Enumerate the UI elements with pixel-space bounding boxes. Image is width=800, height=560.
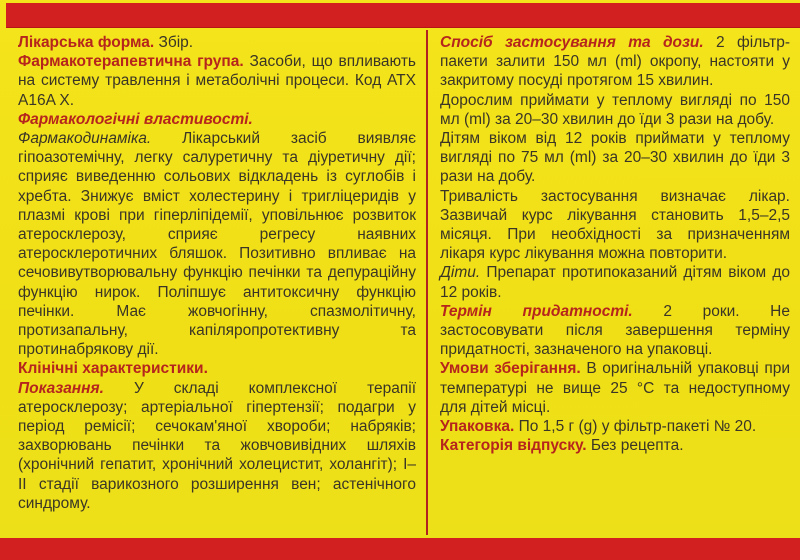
children-text: Препарат протипоказаний дітям віком до 12 років.: [440, 264, 790, 301]
clinical-characteristics-paragraph: [18, 359, 416, 378]
pharmacodynamics-text: Лікарський засіб виявляє гіпоазотемічну, легку салуретичну та діуретичну дії; сприяє виведенню сольових відкладень із суглобів і хребта. Знижує вміст холестерину і тригліцеридів у плазмі крові при гіперліпідемії, уповільнює розвиток атеросклерозу, сприяє регресу наявних атеросклеротичних бляшок. Позитивно впливає на сечовивутворювальну функцію печінки та депураційну функцію нирок. Поліпшує антитоксичну функцію печінки. Має жовчогінну, спазмолітичну, протизапальну, капіляропротективну та протинабрякову дії.: [18, 130, 417, 359]
child12-dosage-text: Дітям віком від 12 років приймати у теплому вигляді по 75 мл (ml) за 20–30 хвилин до їди 3 рази на добу.: [440, 130, 790, 186]
dosage-paragraph: [440, 33, 790, 91]
storage-heading: Умови зберігання.: [440, 360, 581, 378]
children-heading: Діти.: [440, 264, 481, 282]
shelf-life-heading: Термін придатності.: [440, 302, 633, 320]
packaging-text: По 1,5 г (g) у фільтр-пакеті № 20.: [518, 418, 757, 436]
dispensing-category-text: Без рецепта.: [590, 437, 684, 455]
bottom-red-stripe: [0, 538, 800, 560]
child12-dosage-paragraph: [440, 129, 790, 187]
dispensing-category-heading: Категорія відпуску.: [440, 437, 587, 455]
clinical-characteristics-heading: Клінічні характеристики.: [18, 360, 208, 378]
storage-text: В оригінальній упаковці при температурі не вище 25 °С та недоступному для дітей місці.: [440, 360, 790, 416]
pharm-properties-heading: Фармакологічні властивості.: [18, 110, 253, 128]
indications-heading: Показання.: [18, 379, 104, 397]
storage-paragraph: [440, 359, 790, 417]
packaging-heading: Упаковка.: [440, 418, 515, 436]
indications-paragraph: [18, 379, 416, 513]
adult-dosage-text: Дорослим приймати у теплому вигляді по 150 мл (ml) за 20–30 хвилин до їди 3 рази на добу.: [440, 91, 790, 128]
pharm-group-paragraph: [18, 52, 416, 110]
indications-text: У складі комплексної терапії атеросклерозу; артеріальної гіпертензії; подагри у період ремісії; сечокам'яної хвороби; набряків; захворювань печінки та жовчовивідних шляхів (хронічний гепатит, хронічний холецистит, холангіт); I–II стадії варикозного розширення вен; астенічного синдрому.: [18, 379, 416, 512]
pharmacodynamics-paragraph: [18, 129, 416, 359]
packaging-paragraph: [440, 417, 790, 436]
children-paragraph: [440, 263, 790, 301]
dosage-form-paragraph: [18, 33, 416, 52]
left-column: [18, 33, 416, 513]
duration-paragraph: [440, 187, 790, 264]
pharm-group-text: Засоби, що впливають на систему травлення і метаболічні процеси. Код АТХ A16A X.: [18, 53, 416, 109]
column-divider: [426, 30, 428, 535]
dosage-text: 2 фільтр-пакети залити 150 мл (ml) окропу, настояти у закритому посуді протягом 15 хвилин.: [440, 34, 790, 90]
dispensing-category-paragraph: [440, 436, 790, 455]
adult-dosage-paragraph: [440, 91, 790, 129]
shelf-life-text: 2 роки. Не застосовувати після завершення терміну придатності, зазначеного на упаковці.: [440, 302, 790, 359]
dosage-form-heading: Лікарська форма.: [18, 34, 155, 51]
shelf-life-paragraph: [440, 302, 790, 360]
dosage-form-text: Збір.: [158, 34, 194, 51]
top-red-stripe: [6, 3, 800, 28]
duration-text: Тривалість застосування визначає лікар. Зазвичай курс лікування становить 1,5–2,5 місяця. При необхідності за призначенням лікаря курс лікування можна повторити.: [440, 187, 790, 263]
dosage-heading: Спосіб застосування та дози.: [440, 34, 704, 51]
pharmacodynamics-heading: Фармакодинаміка.: [18, 130, 152, 148]
pharm-properties-paragraph: [18, 110, 416, 129]
right-column: [440, 33, 790, 455]
pharm-group-heading: Фармакотерапевтична група.: [18, 53, 244, 71]
